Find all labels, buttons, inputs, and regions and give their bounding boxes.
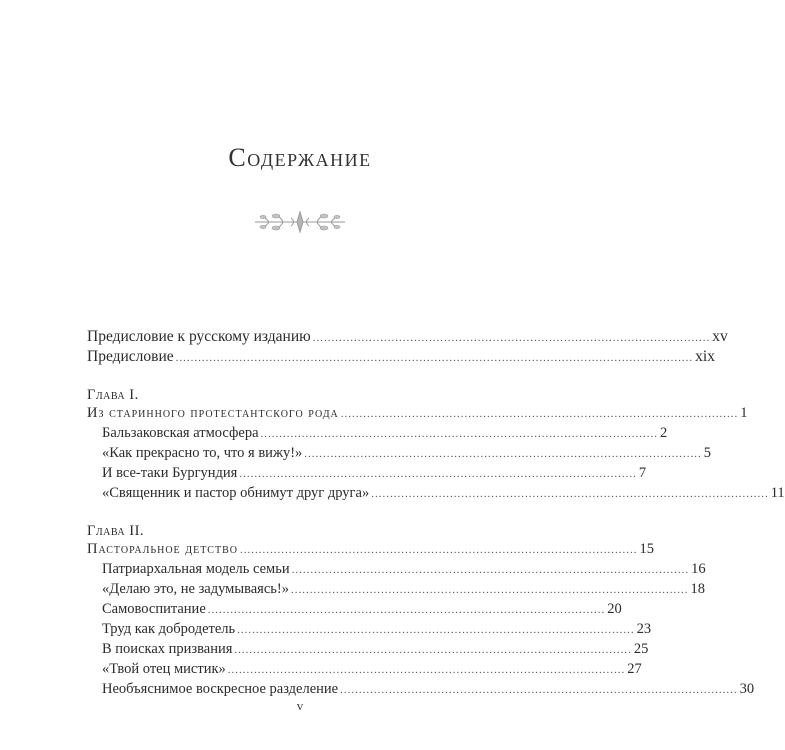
- toc-entry-page: 27: [627, 661, 642, 677]
- toc-entry-label: Труд как добродетель: [102, 621, 236, 637]
- leader-dots: ..........................................................................................................................................: [175, 352, 694, 364]
- toc-entry-label: И все-таки Бургундия: [102, 465, 238, 481]
- toc-entry-label: В поисках призвания: [102, 641, 233, 657]
- leader-dots: ..........................................................................................................: [312, 332, 711, 344]
- chapter-heading: Глава II.: [87, 523, 145, 539]
- toc-entry-page: 16: [691, 561, 706, 577]
- toc-section-entry[interactable]: [102, 639, 649, 660]
- toc-entry-page: xix: [695, 348, 715, 365]
- leader-dots: ..........................................................................................................: [234, 644, 632, 656]
- toc-entry-label: Предисловие: [87, 348, 174, 365]
- toc-section-entry[interactable]: [102, 423, 668, 444]
- toc-entry-label: Необъяснимое воскресное разделение: [102, 681, 339, 697]
- toc-entry-page: 11: [770, 485, 785, 501]
- toc-section-entry[interactable]: [102, 619, 652, 640]
- toc-entry-page: 25: [633, 641, 649, 657]
- toc-entry-page: 23: [636, 621, 652, 637]
- toc-section-entry[interactable]: [102, 559, 706, 580]
- toc-section-entry[interactable]: [102, 579, 705, 600]
- leader-dots: ..........................................................................................................: [340, 408, 739, 420]
- toc-entry-preface[interactable]: [87, 347, 715, 368]
- toc-entry-page: 7: [638, 465, 647, 481]
- leader-dots: ..........................................................................................................: [260, 428, 659, 440]
- toc-entry-page: 20: [607, 601, 622, 617]
- toc-section-entry[interactable]: [102, 599, 622, 620]
- toc-entry-page: 1: [740, 405, 748, 421]
- toc-entry-page: 15: [639, 541, 654, 557]
- leader-dots: ..........................................................................................................: [291, 564, 690, 576]
- toc-section-entry[interactable]: [102, 679, 755, 700]
- toc-entry-page: 5: [703, 445, 712, 461]
- table-of-contents: [87, 0, 785, 750]
- toc-entry-label: Предисловие к русскому изданию: [87, 328, 311, 345]
- page-number: v: [296, 698, 304, 713]
- chapter-heading: Глава I.: [87, 387, 139, 403]
- leader-dots: ..........................................................................................................: [304, 448, 702, 460]
- toc-entry-label: Бальзаковская атмосфера: [102, 425, 259, 441]
- leader-dots: ..........................................................................................................: [207, 604, 606, 616]
- leader-dots: ..........................................................................................................: [237, 624, 635, 636]
- toc-section-entry[interactable]: [102, 483, 785, 504]
- toc-entry-page: 30: [739, 681, 755, 697]
- leader-dots: ..........................................................................................................: [239, 544, 638, 556]
- toc-entry-page: 18: [690, 581, 705, 597]
- toc-entry-preface-russian[interactable]: [87, 327, 728, 348]
- chapter-title-entry[interactable]: [87, 403, 748, 424]
- toc-entry-page: xv: [712, 328, 728, 345]
- toc-entry-label: Патриархальная модель семьи: [102, 561, 290, 577]
- leader-dots: ..........................................................................................................: [290, 584, 689, 596]
- chapter-title: Из старинного протестантского рода: [87, 405, 339, 421]
- leader-dots: ..........................................................................................................: [340, 684, 738, 696]
- leader-dots: ..........................................................................................................: [239, 468, 637, 480]
- toc-entry-label: «Священник и пастор обнимут друг друга»: [102, 485, 370, 501]
- toc-entry-label: «Как прекрасно то, что я вижу!»: [102, 445, 303, 461]
- page-title: Содержание: [228, 143, 372, 172]
- chapter-title-entry[interactable]: [87, 539, 654, 560]
- toc-section-entry[interactable]: [102, 659, 642, 680]
- leader-dots: ..........................................................................................................: [227, 664, 626, 676]
- toc-section-entry[interactable]: [102, 463, 647, 484]
- chapter-title: Пасторальное детство: [87, 541, 238, 557]
- toc-section-entry[interactable]: [102, 443, 712, 464]
- toc-entry-page: 2: [660, 425, 668, 441]
- toc-entry-label: «Делаю это, не задумываясь!»: [102, 581, 289, 597]
- toc-entry-label: «Твой отец мистик»: [102, 661, 226, 677]
- leader-dots: ..........................................................................................................: [371, 488, 769, 500]
- toc-entry-label: Самовоспитание: [102, 601, 206, 617]
